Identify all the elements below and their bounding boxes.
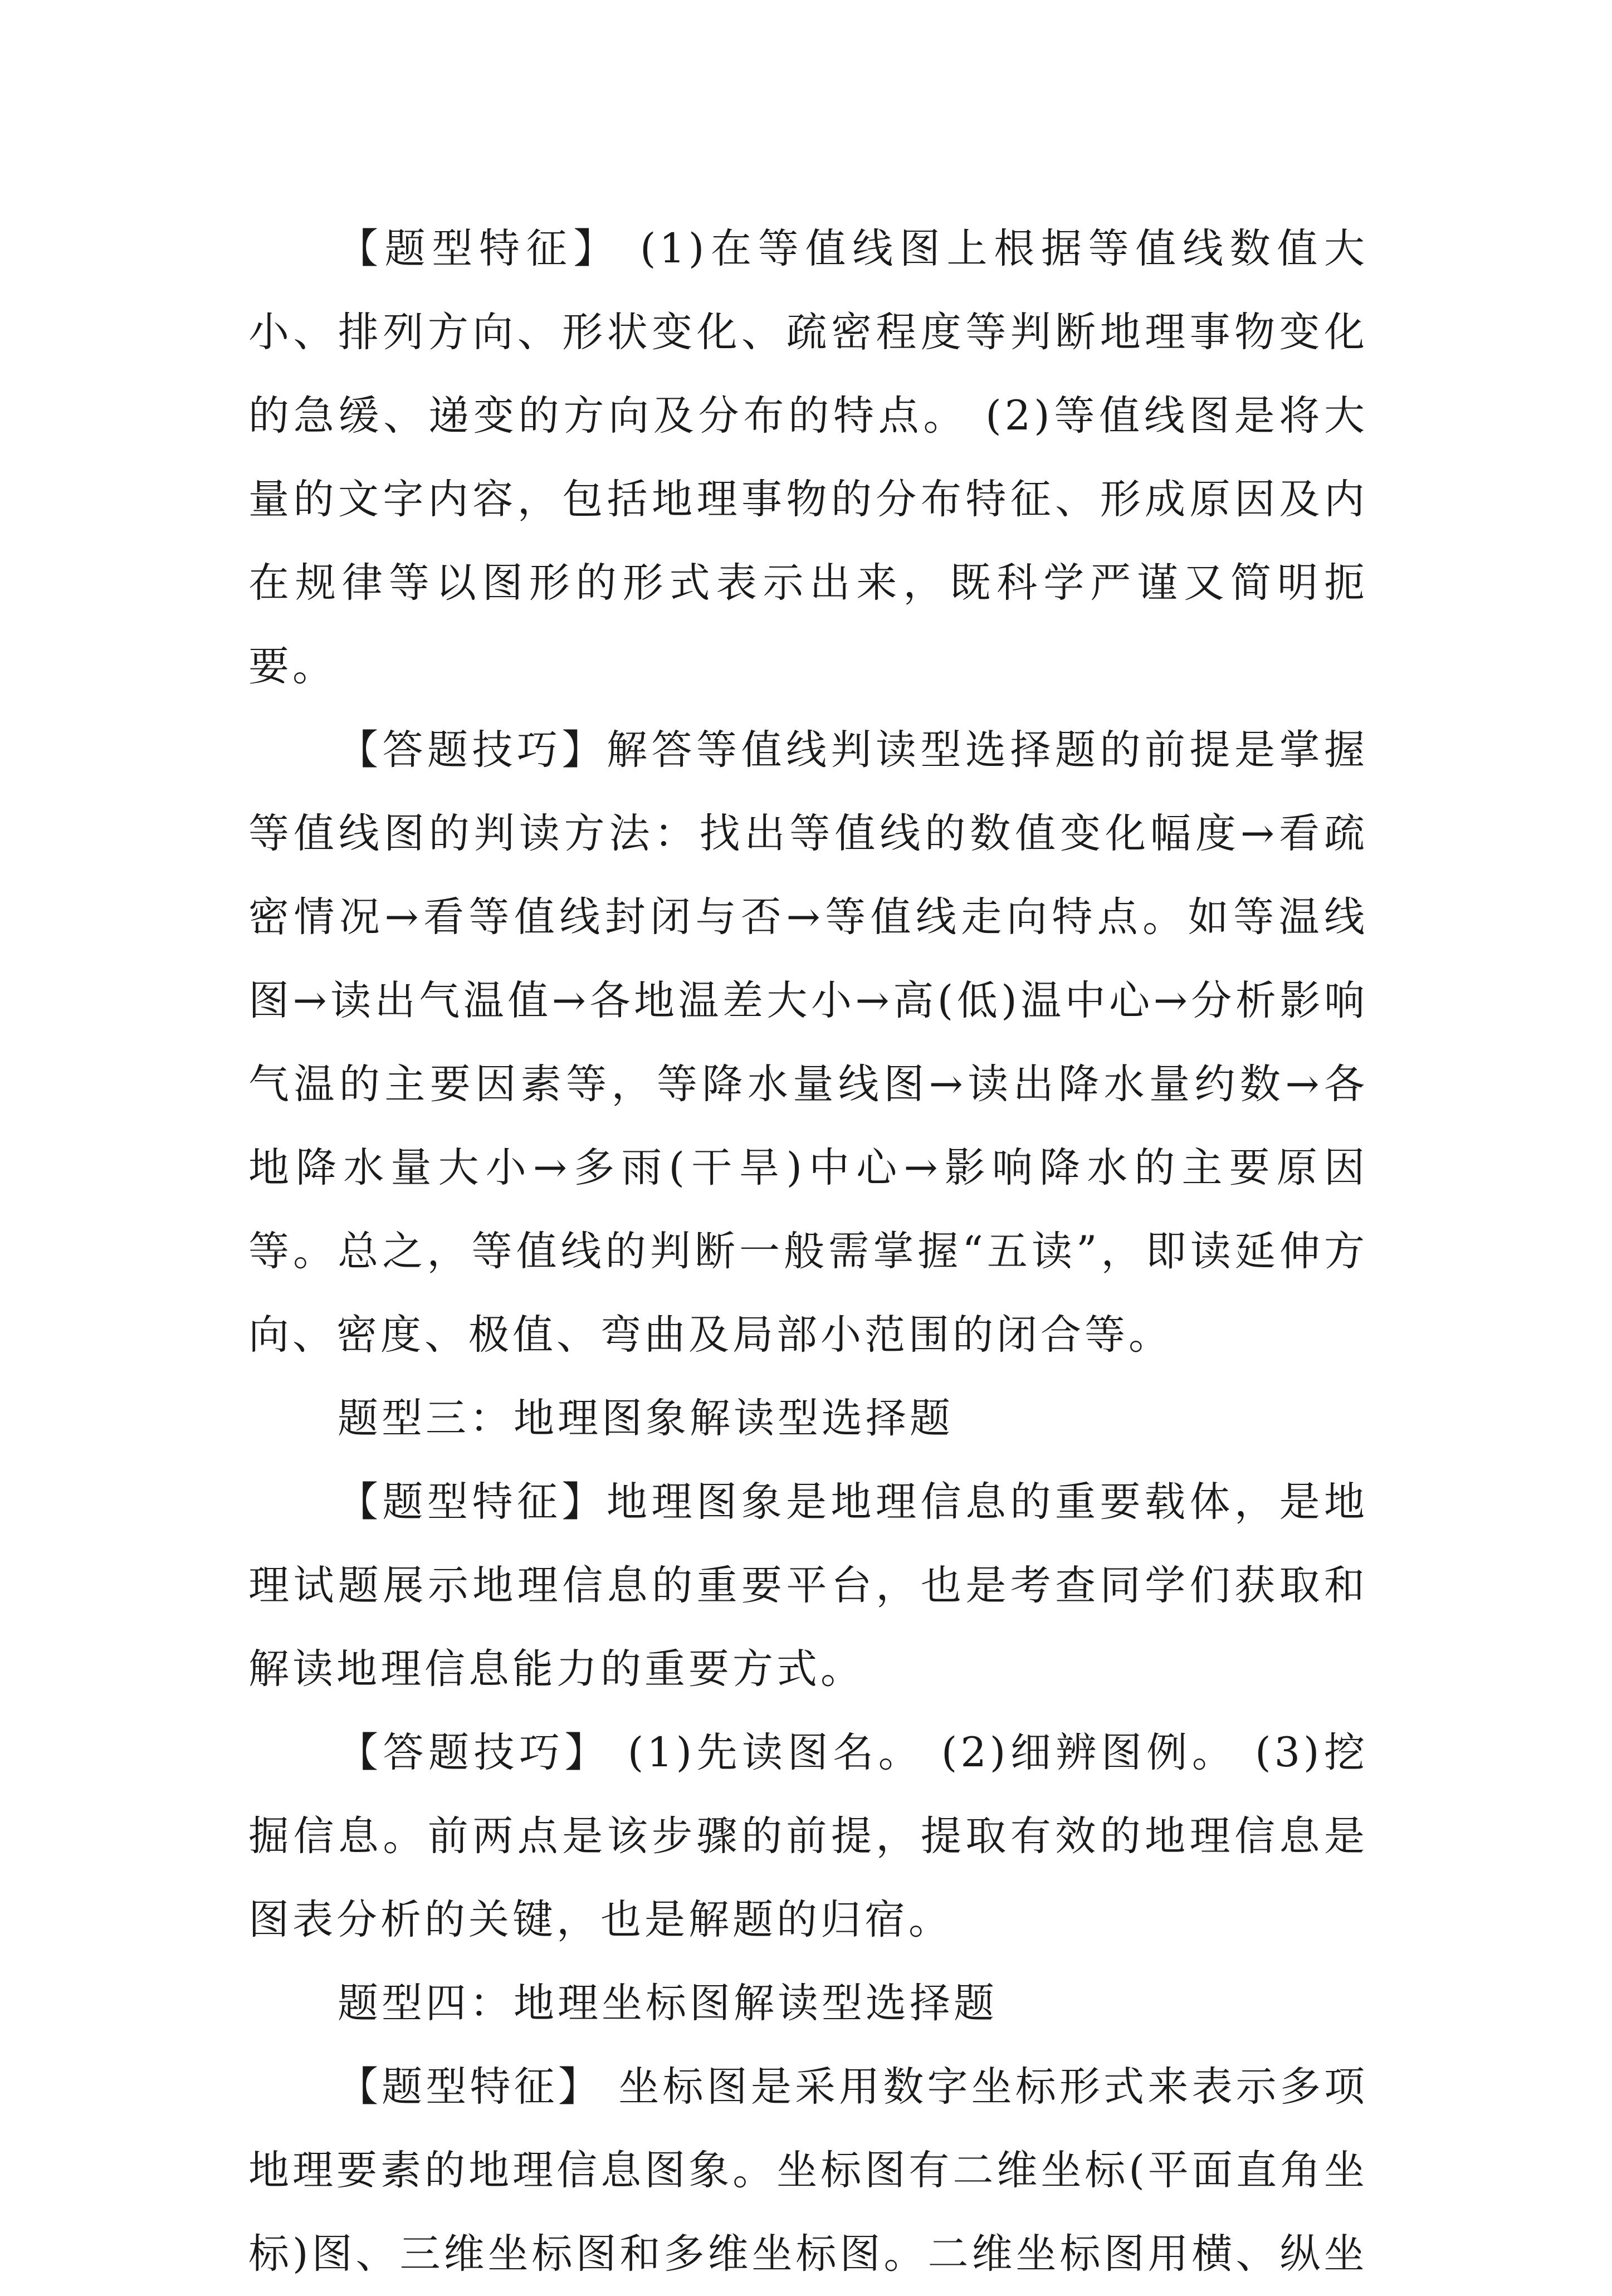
section-heading-type-three: 题型三：地理图象解读型选择题 xyxy=(338,1395,954,1442)
document-body xyxy=(248,207,1368,2296)
paragraph-coordinate-features: 【题型特征】 坐标图是采用数字坐标形式来表示多项地理要素的地理信息图象。坐标图有二维坐标(平面直角坐标)图、三维坐标图和多维坐标图。二维坐标图用横、纵坐 xyxy=(248,2063,1368,2278)
paragraph-contour-tips: 【答题技巧】解答等值线判读型选择题的前提是掌握等值线图的判读方法：找出等值线的数值变化幅度→看疏密情况→看等值线封闭与否→等值线走向特点。如等温线图→读出气温值→各地温差大小→高(低)温中心→分析影响气温的主要因素等，等降水量线图→读出降水量约数→各地降水量大小→多雨(干旱)中心→影响降水的主要原因等。总之，等值线的判断一般需掌握“五读”，即读延伸方向、密度、极值、弯曲及局部小范围的闭合等。 xyxy=(248,726,1368,1359)
section-heading-type-four: 题型四：地理坐标图解读型选择题 xyxy=(338,1980,998,2027)
paragraph-contour-features: 【题型特征】 (1)在等值线图上根据等值线数值大小、排列方向、形状变化、疏密程度等判断地理事物变化的急缓、递变的方向及分布的特点。 (2)等值线图是将大量的文字内容，包括地理事物的分布特征、形成原因及内在规律等以图形的形式表示出来，既科学严谨又简明扼要。 xyxy=(248,225,1368,690)
paragraph-image-tips: 【答题技巧】 (1)先读图名。 (2)细辨图例。 (3)挖掘信息。前两点是该步骤的前提，提取有效的地理信息是图表分析的关键，也是解题的归宿。 xyxy=(248,1729,1368,1943)
paragraph-image-features: 【题型特征】地理图象是地理信息的重要载体，是地理试题展示地理信息的重要平台，也是考查同学们获取和解读地理信息能力的重要方式。 xyxy=(248,1478,1368,1693)
